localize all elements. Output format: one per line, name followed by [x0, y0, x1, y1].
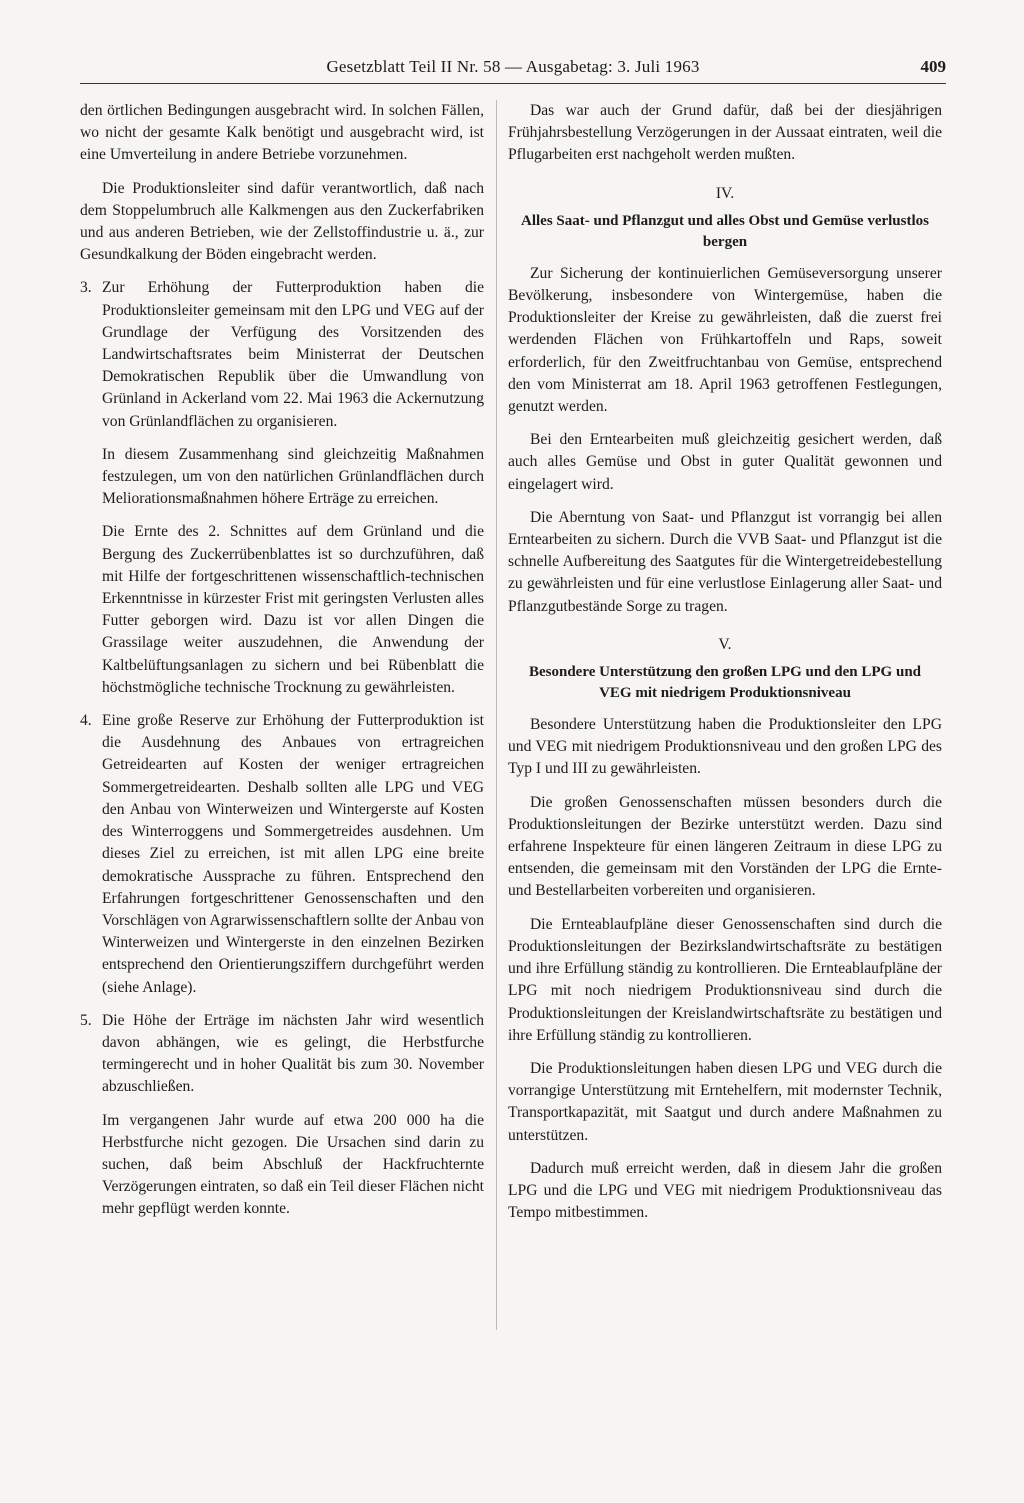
paragraph: Bei den Erntearbeiten muß gleichzeitig gesichert werden, daß auch alles Gemüse und Obst in guter Qualität gewonnen und eingelagert wird.	[508, 431, 942, 493]
right-column	[508, 100, 942, 1235]
paragraph: Besondere Unterstützung haben die Produktionsleiter den LPG und VEG mit niedrigem Produktionsniveau und den großen LPG des Typ I und III zu gewährleisten.	[508, 716, 942, 778]
header-title: Gesetzblatt Teil II Nr. 58 — Ausgabetag: 3. Juli 1963	[326, 57, 700, 76]
page-header	[80, 57, 946, 84]
paragraph: Zur Sicherung der kontinuierlichen Gemüseversorgung unserer Bevölkerung, insbesondere von Wintergemüse, haben die Produktionsleiter der Kreise zu gewährleisten, daß die zuerst frei werdenden Flächen von Frühkartoffeln und Raps, soweit erforderlich, für den Zweitfruchtanbau von Gemüse, entsprechend den vom Ministerrat am 18. April 1963 getroffenen Festlegungen, genutzt werden.	[508, 264, 942, 416]
numbered-item-3	[80, 277, 484, 432]
item-number: 4.	[80, 712, 92, 730]
paragraph: Dadurch muß erreicht werden, daß in diesem Jahr die großen LPG und die LPG und VEG mit niedrigem Produktionsniveau das Tempo mitbestimmen.	[508, 1159, 942, 1222]
paragraph: Die Aberntung von Saat- und Pflanzgut ist vorrangig bei allen Erntearbeiten zu sichern. Durch die VVB Saat- und Pflanzgut ist die schnelle Aufbereitung des Saatgutes für die Wintergetreidebestellung zu gewährleisten und für eine verlustlose Einlagerung aller Saat- und Pflanzgutbestände Sorge zu tragen.	[508, 508, 942, 615]
paragraph: Die Ernteablaufpläne dieser Genossenschaften sind durch die Produktionsleitungen der Bezirkslandwirtschaftsräte zu bestätigen und ihre Erfüllung ständig zu kontrollieren. Die Ernteablaufpläne der LPG mit noch niedrigem Produktionsniveau sind durch die Produktionsleitungen der Kreislandwirtschaftsräte zu bestätigen und ihre Erfüllung ständig zu kontrollieren.	[508, 915, 942, 1044]
paragraph: Die großen Genossenschaften müssen besonders durch die Produktionsleitungen der Bezirke unterstützt werden. Dazu sind erfahrene Inspekteure für einen längeren Zeitraum in diese LPG zu entsenden, die gemeinsam mit den Vorständen der LPG die Ernte- und Bestellarbeiten vorbereiten und organisieren.	[508, 793, 942, 900]
paragraph: Die Produktionsleiter sind dafür verantwortlich, daß nach dem Stoppelumbruch alle Kalkmengen aus den Zuckerfabriken und aus anderen Betrieben, wie der Zellstoffindustrie u. ä., zur Gesundkalkung der Böden eingebracht werden.	[80, 179, 484, 264]
paragraph: Die Ernte des 2. Schnittes auf dem Grünland und die Bergung des Zuckerrübenblattes ist so durchzuführen, daß mit Hilfe der fortgeschrittenen wissenschaftlich-technischen Erkenntnisse in kürzester Frist mit geringsten Verlusten alles Futter geborgen wird. Dazu ist vor allen Dingen die Grassilage weiter auszudehnen, die Anwendung der Kaltbelüftungsanlagen zu sichern und bei Rübenblatt die höchstmögliche technische Trocknung zu gewährleisten.	[102, 523, 484, 696]
paragraph: den örtlichen Bedingungen ausgebracht wird. In solchen Fällen, wo nicht der gesamte Kalk benötigt und ausgebracht wird, ist eine Umverteilung in andere Betriebe vorzunehmen.	[80, 102, 484, 164]
paragraph: Im vergangenen Jahr wurde auf etwa 200 000 ha die Herbstfurche nicht gezogen. Die Ursachen sind darin zu suchen, daß beim Abschluß der Hackfruchternte Verzögerungen eintraten, so daß ein Teil dieser Flächen nicht mehr gepflügt werden konnte.	[102, 1111, 484, 1218]
page-number: 409	[920, 57, 946, 76]
numbered-item-4	[80, 710, 484, 999]
item-number: 3.	[80, 279, 92, 297]
item-text: Die Höhe der Erträge im nächsten Jahr wird wesentlich davon abhängen, wie es gelingt, die Herbstfurche termingerecht und in hoher Qualität bis zum 30. November abzuschließen.	[102, 1011, 484, 1096]
section-number-iv: IV.	[715, 184, 735, 202]
section-number-v: V.	[718, 635, 732, 653]
paragraph: In diesem Zusammenhang sind gleichzeitig Maßnahmen festzulegen, um von den natürlichen Grünlandflächen durch Meliorationsmaßnahmen höhere Erträge zu erreichen.	[102, 445, 484, 508]
left-column	[80, 100, 484, 1232]
numbered-item-5	[80, 1010, 484, 1099]
section-title-iv: Alles Saat- und Pflanzgut und alles Obst und Gemüse verlustlos bergen	[521, 212, 929, 250]
section-title-v: Besondere Unterstützung den großen LPG und den LPG und VEG mit niedrigem Produktionsniveau	[528, 664, 922, 702]
paragraph: Das war auch der Grund dafür, daß bei der diesjährigen Frühjahrsbestellung Verzögerungen in der Aussaat eintraten, weil die Pflugarbeiten erst nachgeholt werden mußten.	[508, 102, 942, 164]
item-text: Zur Erhöhung der Futterproduktion haben die Produktionsleiter gemeinsam mit den LPG und VEG auf der Grundlage der Verfügung des Vorsitzenden des Landwirtschaftsrates beim Ministerrat der Deutschen Demokratischen Republik über die Umwandlung von Grünland in Ackerland vom 22. Mai 1963 die Ackernutzung von Grünlandflächen zu organisieren.	[102, 279, 484, 430]
column-divider	[496, 100, 497, 1330]
item-text: Eine große Reserve zur Erhöhung der Futterproduktion ist die Ausdehnung des Anbaues von ertragreichen Getreidearten auf Kosten der weniger ertragreichen Sommergetreidearten. Deshalb sollten alle LPG und VEG den Anbau von Winterweizen und Wintergerste auf Kosten des Winterroggens und Sommergetreides ausdehnen. Um dieses Ziel zu erreichen, ist mit allen LPG eine breite demokratische Aussprache zu führen. Entsprechend den Erfahrungen fortgeschrittener Genossenschaften und den Vorschlägen von Agrarwissenschaftlern sollte der Anbau von Winterweizen und Wintergerste in den einzelnen Bezirken entsprechend den Orientierungsziffern durchgeführt werden (siehe Anlage).	[102, 712, 484, 996]
item-number: 5.	[80, 1011, 92, 1029]
paragraph: Die Produktionsleitungen haben diesen LPG und VEG durch die vorrangige Unterstützung mit Erntehelfern, mit modernster Technik, Transportkapazität, mit Saatgut und durch andere Maßnahmen zu unterstützen.	[508, 1059, 942, 1144]
